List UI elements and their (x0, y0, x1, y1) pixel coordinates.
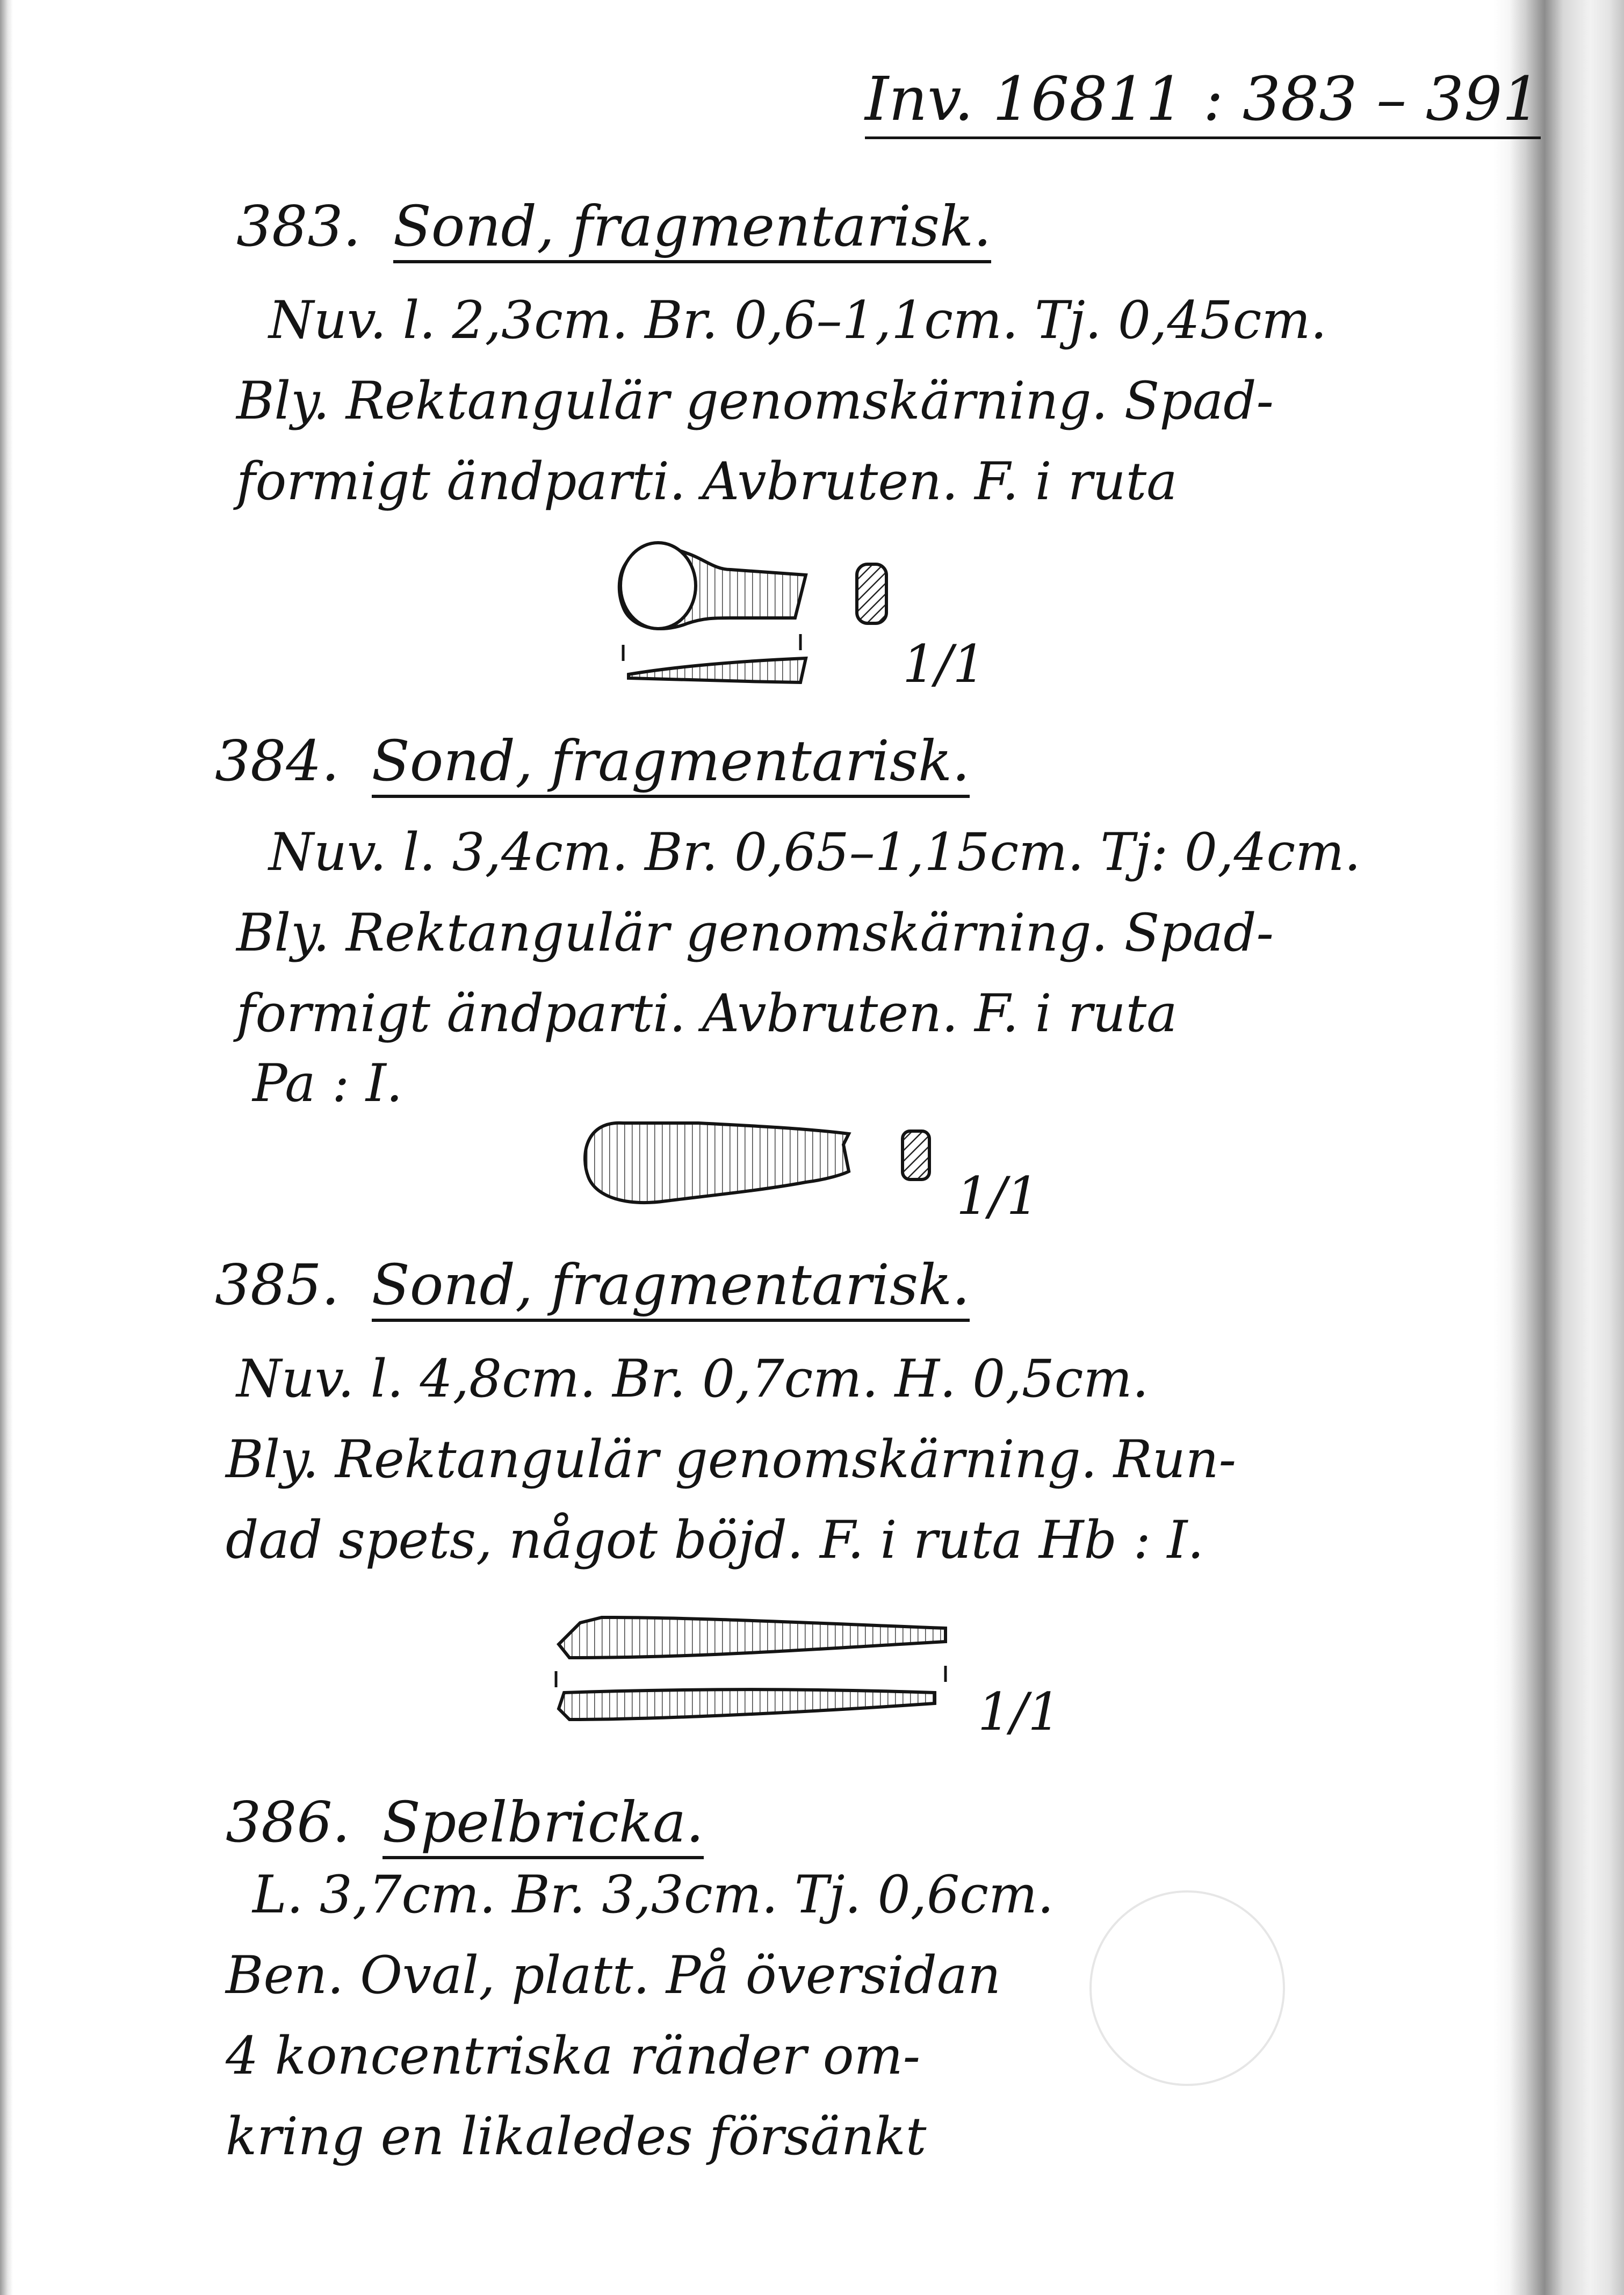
sond-384-section (903, 1131, 929, 1179)
entry-385-line-2: Bly. Rektangulär genomskärning. Run- (226, 1429, 1236, 1490)
entry-title: Sond, fragmentarisk. (372, 728, 970, 798)
faint-circle-sketch (1091, 1891, 1284, 2085)
scale-note-385: 1/1 (978, 1682, 1061, 1742)
entry-384-line-4: Pa : I. (252, 1053, 403, 1113)
sond-384-drawing (585, 1123, 849, 1203)
entry-385-line-1: Nuv. l. 4,8cm. Br. 0,7cm. H. 0,5cm. (236, 1349, 1149, 1409)
entry-385-line-3: dad spets, något böjd. F. i ruta Hb : I. (226, 1510, 1204, 1570)
entry-386-line-3: 4 koncentriska ränder om- (226, 2026, 921, 2086)
entry-383-line-2: Bly. Rektangulär genomskärning. Spad- (236, 371, 1274, 431)
entry-title: Sond, fragmentarisk. (372, 1252, 970, 1322)
entry-number: 383. (236, 193, 361, 259)
sond-383-drawing (619, 543, 806, 682)
scale-note-383: 1/1 (903, 634, 986, 694)
entry-title: Spelbricka. (382, 1789, 704, 1859)
scale-note-384: 1/1 (956, 1166, 1040, 1226)
entry-386-line-1: L. 3,7cm. Br. 3,3cm. Tj. 0,6cm. (252, 1865, 1054, 1925)
entry-number: 384. (215, 728, 340, 794)
entry-384-line-1: Nuv. l. 3,4cm. Br. 0,65–1,15cm. Tj: 0,4cm. (269, 822, 1361, 882)
entry-386-line-4: kring en likaledes försänkt (226, 2106, 927, 2167)
entry-384-line-3: formigt ändparti. Avbruten. F. i ruta (236, 983, 1178, 1044)
sond-383-section (857, 564, 886, 623)
entry-title: Sond, fragmentarisk. (393, 193, 992, 263)
entry-383-line-1: Nuv. l. 2,3cm. Br. 0,6–1,1cm. Tj. 0,45cm. (269, 290, 1327, 350)
entry-383-line-3: formigt ändparti. Avbruten. F. i ruta (236, 451, 1178, 512)
entry-384-line-2: Bly. Rektangulär genomskärning. Spad- (236, 903, 1274, 963)
sond-385-drawing (556, 1617, 945, 1720)
entry-number: 385. (215, 1252, 340, 1318)
entry-386-line-2: Ben. Oval, platt. På översidan (226, 1945, 1001, 2005)
entry-number: 386. (226, 1789, 350, 1855)
inventory-number: Inv. 16811 : 383 – 391 (865, 64, 1541, 139)
